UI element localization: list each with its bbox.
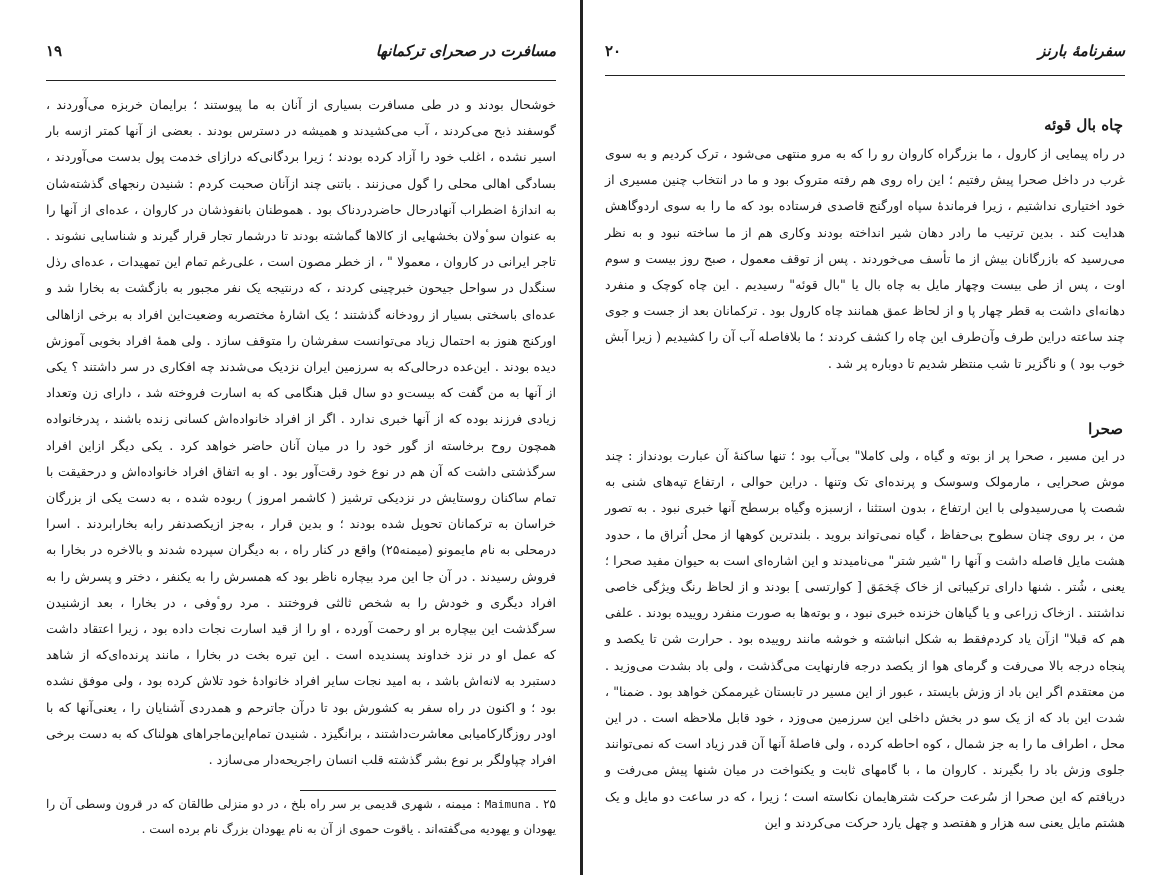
header-rule — [605, 75, 1125, 76]
body-paragraph: در این مسیر ، صحرا پر از بوته و گیاه ، ولی کاملا" بی‌آب بود ؛ تنها ساکنه‌ٔ آن عبارت بودنداز : چند موش صحرایی ، مارمولک وسوسک و پرنده‌ای تک وتنها . دراین حوالی ، ارتفاع تپه‌های شنی به شصت پا می‌رسیدولی با این ارتفاع ، بدون استثنا ، ازسبزه وگیاه برسطح آنها خبری نبود . به تصور من ، بر روی چنان سطوح بی‌حفاظ ، گیاه نمی‌تواند بروید . بلندترین کوهها از محل اُتراق ما ، حدود هشت مایل فاصله داشت و آنها را "شیر شتر" می‌نامیدند و این اشاره‌ای است به حیوان مفید صحرا ؛ یعنی ، شُتر . شنها دارای ترکیباتی از خاک چَخمَق [ کوارتسی ] بودند و از لحاظ رنگ ویژگی خاصی نداشتند . ازخاک زراعی و یا گیاهان خزنده خبری نبود ، و بوته‌ها به صورت منفرد روییده بودند . علفی هم که قبلا" ازآن یاد کردم‌فقط به شکل انباشته و خوشه مانند روییده بود . حرارت شن تا یکصد و پنجاه درجه بالا می‌رفت و گرمای هوا از یکصد درجه فارنهایت می‌گذشت ، ولی باد بشدت می‌وزید . من معتقدم اگر این باد از وزش بایستد ، عبور از این مسیر در تابستان غیرممکن خواهد بود . ضمنا" ، شدت این باد که از یک سو در بخش داخلی این سرزمین می‌وزد ، خود قابل ملاحظه است . در این محل ، اطراف ما را به جز شمال ، کوه احاطه کرده ، ولی فاصله‌ٔ آنها آن قدر زیاد است که نمی‌توانند جلوی وزش باد را بگیرند . کاروان ما ، با گامهای ثابت و یکنواخت در میان شنها پیش می‌رفت و دریافتم که این صحرا از سُرعت حرکت شترهایمان نکاسته است ؛ زیرا ، که در ساعت دو مایل و یک هشتم مایل یعنی سه هزار و هفتصد و چهل یارد حرکت می‌کردند و این — [605, 448, 1125, 830]
body-text — [46, 92, 556, 773]
footnote — [46, 792, 556, 841]
running-title: مسافرت در صحرای ترکمانها — [375, 42, 556, 60]
footnote-latin-term: Maimuna — [484, 798, 531, 811]
footnote-text: : میمنه ، شهری قدیمی بر سر راه بلخ ، در دو منزلی طالقان که در قرون وسطی آن را یهودان و یهودیه می‌گفته‌اند . یاقوت حموی از آن به نام یهودان بزرگ نام برده است . — [46, 797, 556, 836]
left-page — [0, 0, 580, 875]
footnote-number: ۲۵ . — [535, 797, 556, 811]
page-number: ۲۰ — [605, 42, 622, 60]
running-title: سفرنامه‌ٔ بارنز — [1038, 42, 1125, 60]
footnote-rule — [300, 790, 556, 791]
page-number: ۱۹ — [46, 42, 63, 60]
section-body — [605, 443, 1125, 836]
section-heading: صحرا — [1088, 420, 1123, 438]
header-rule — [46, 80, 556, 81]
section-heading: چاه بال قوئه — [1044, 116, 1123, 134]
section-body — [605, 141, 1125, 377]
body-paragraph: در راه پیمایی از کارول ، ما بزرگراه کاروان رو را که به مرو منتهی می‌شود ، ترک کردیم و به سوی غرب در داخل صحرا پیش رفتیم ؛ این راه روی هم رفته متروک بود و ما در انتخاب چنین مسیری از خود اختیاری نداشتیم ، زیرا فرمانده‌ٔ سپاه اورگنج قاصدی فرستاده بود که ما را به سوی اردوگاهش هدایت کند . بدین ترتیب ما رادر دهان شیر انداخته بودند وکاری هم از ما ساخته نبود و به نظر می‌رسید که بازرگانان بیش از ما تأسف می‌خوردند . پس از توقف معمول ، صبح روز بیست و سوم اوت ، پس از طی بیست وچهار مایل به چاه بال یا "بال قوئه" رسیدیم . این چاه کوچک و منفرد دهانه‌ای داشت به قطر چهار پا و از لحاظ عمق همانند چاه کارول بود . ترکمانان بعد از جست و جوی چند ساعته دراین طرف وآن‌طرف این چاه را کشف کردند ؛ ما بلافاصله آب آن را کشیدیم ( زیرا آبش خوب بود ) و ناگزیر تا شب منتظر شدیم تا دوباره پر شد . — [605, 146, 1125, 371]
right-page — [583, 0, 1164, 875]
right-page-header — [605, 38, 1125, 64]
left-page-header — [46, 38, 556, 64]
body-paragraph: خوشحال بودند و در طی مسافرت بسیاری از آنان به ما پیوستند ؛ برایمان خربزه می‌آوردند ، گوسفند ذبح می‌کردند ، آب می‌کشیدند و همیشه در دسترس بودند . بعضی از آنها کمتر ازسه بار اسیر نشده ، اغلب خود را آزاد کرده بودند ؛ زیرا بردگانی‌که درازای خدمت پول بدست می‌آوردند ، بسادگی اهالی محلی را گول می‌زنند . باتنی چند ازآنان صحبت کردم : شنیدن رنجهای گذشته‌شان به اندازه‌ٔ اضطراب آنهادرحال حاضردردناک بود . هموطنان بانفوذشان در کاروان ، عده‌ای از آنها را به عنوان سوٴولان بخشهایی از کالاها گماشته بودند تا درشمار تجار قرار گیرند و شناسایی نشوند . تاجر ایرانی در کاروان ، معمولا " ، از خطر مصون است ، علی‌رغم تمام این تمهیدات ، عده‌ای رذل سنگدل در سواحل جیحون خبرچینی کردند ، که درنتیجه یک نفر مجبور به بازگشت به بخارا شد و عده‌ای باسختی بسیار از رودخانه گذشتند ؛ یک اشاره‌ٔ مختصربه وضعیت‌این افراد به برخی ازاهالی اورکنج هنوز به احتمال زیاد می‌توانست سفرشان را متوقف سازد . ولی همه‌ٔ افراد بخوبی آموزش دیده بودند . این‌عده درحالی‌که به سرزمین ایران نزدیک می‌شدند چه افکاری در سر داشتند ؟ یکی از آنها به من گفت که بیست‌و دو سال قبل هنگامی که به اسارت فروخته شد ، دارای زن وتعداد زیادی فرزند بوده که از آنها خبری ندارد . اگر از افراد خانواده‌اش کسانی زنده باشند ، پدرخانواده همچون روح برخاسته از گور خود را در میان آنان حاضر خواهد کرد . یکی دیگر ازاین افراد سرگذشتی داشت که آن هم در نوع خود رقت‌آور بود . او به اتفاق افراد خانواده‌اش و درحقیقت با تمام ساکنان روستایش در نزدیکی ترشیز ( کاشمر امروز ) ربوده شده ، به دست یکی از بزرگان خراسان به ترکمانان تحویل شده بودند ؛ و بدین قرار ، به‌جز ازیکصدنفر رابه بخارابردند . اسرا درمحلی به نام مایمونو (میمنه۲۵) واقع در کنار راه ، به دیگران سپرده شدند و بالاخره در بخارا به فروش رسیدند . در آن جا این مرد بیچاره ناظر بود که همسرش را به یکنفر ، دختر و پسرش را به افراد دیگری و خودش را به شخص ثالثی فروختند . مرد روٴوفی ، در بخارا ، بعد ازشنیدن سرگذشت این بیچاره بر او رحمت آورده ، او را از قید اسارت نجات داده بود ، زیرا اعتقاد داشت که عمل او در نزد خداوند پسندیده است . این تیره بخت در بخارا ، مانند پرنده‌ای‌که از شاهد دستبرد به لانه‌اش باشد ، به امید نجات سایر افراد خانواده‌ٔ خود تلاش کرده بود ، ولی موفق نشده بود ؛ و اکنون در راه سفر به کشورش بود تا درآن جاترحم و همدردی آشنایان را ، یعنی‌آنها که با اودر روزگارکامیابی معاشرت‌داشتند ، برانگیزد . شنیدن تمام‌این‌ماجراهای هولناک که به دست برخی افراد چپاولگر بر نوع بشر گذشته قلب انسان راجریحه‌دار می‌سازد . — [46, 97, 556, 768]
